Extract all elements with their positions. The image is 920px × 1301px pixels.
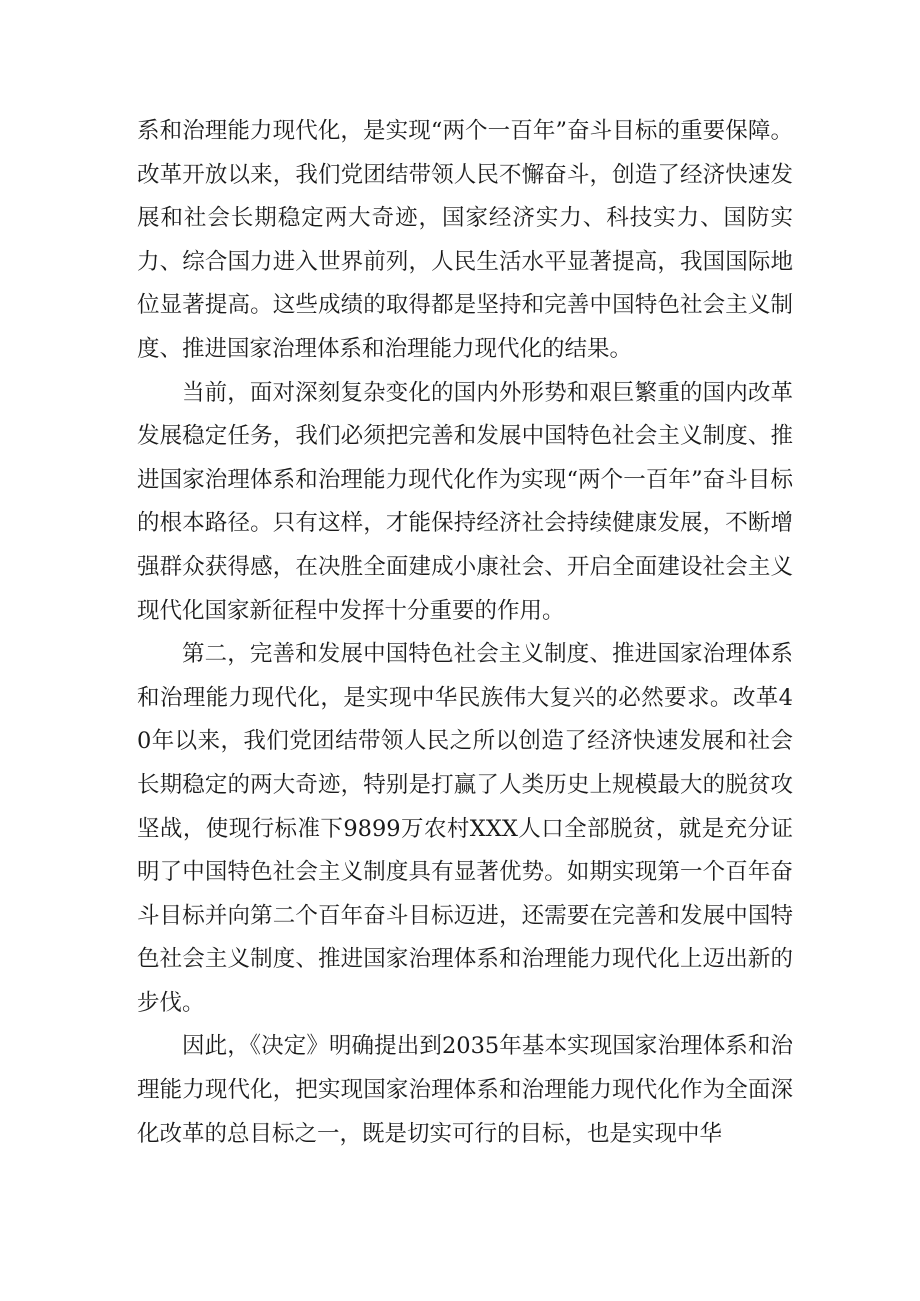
paragraph-3: 第二，完善和发展中国特色社会主义制度、推进国家治理体系和治理能力现代化，是实现中华民族伟大复兴的必然要求。改革40年以来，我们党团结带领人民之所以创造了经济快速发展和社会长期稳定的两大奇迹，特别是打赢了人类历史上规模最大的脱贫攻坚战，使现行标准下9899万农村XXX人口全部脱贫，就是充分证明了中国特色社会主义制度具有显著优势。如期实现第一个百年奋斗目标并向第二个百年奋斗目标迈进，还需要在完善和发展中国特色社会主义制度、推进国家治理体系和治理能力现代化上迈出新的步伐。 xyxy=(137,641,793,1016)
paragraph-1: 系和治理能力现代化，是实现“两个一百年”奋斗目标的重要保障。改革开放以来，我们党团结带领人民不懈奋斗，创造了经济快速发展和社会长期稳定两大奇迹，国家经济实力、科技实力、国防实力、综合国力进入世界前列，人民生活水平显著提高，我国国际地位显著提高。这些成绩的取得都是坚持和完善中国特色社会主义制度、推进国家治理体系和治理能力现代化的结果。 xyxy=(137,118,793,362)
paragraph-2: 当前，面对深刻复杂变化的国内外形势和艰巨繁重的国内改革发展稳定任务，我们必须把完善和发展中国特色社会主义制度、推进国家治理体系和治理能力现代化作为实现“两个一百年”奋斗目标的根本路径。只有这样，才能保持经济社会持续健康发展，不断增强群众获得感，在决胜全面建成小康社会、开启全面建设社会主义现代化国家新征程中发挥十分重要的作用。 xyxy=(137,379,793,624)
paragraph-4: 因此，《决定》明确提出到2035年基本实现国家治理体系和治理能力现代化，把实现国家治理体系和治理能力现代化作为全面深化改革的总目标之一，既是切实可行的目标，也是实现中华 xyxy=(137,1033,793,1147)
document-body xyxy=(137,110,793,1156)
